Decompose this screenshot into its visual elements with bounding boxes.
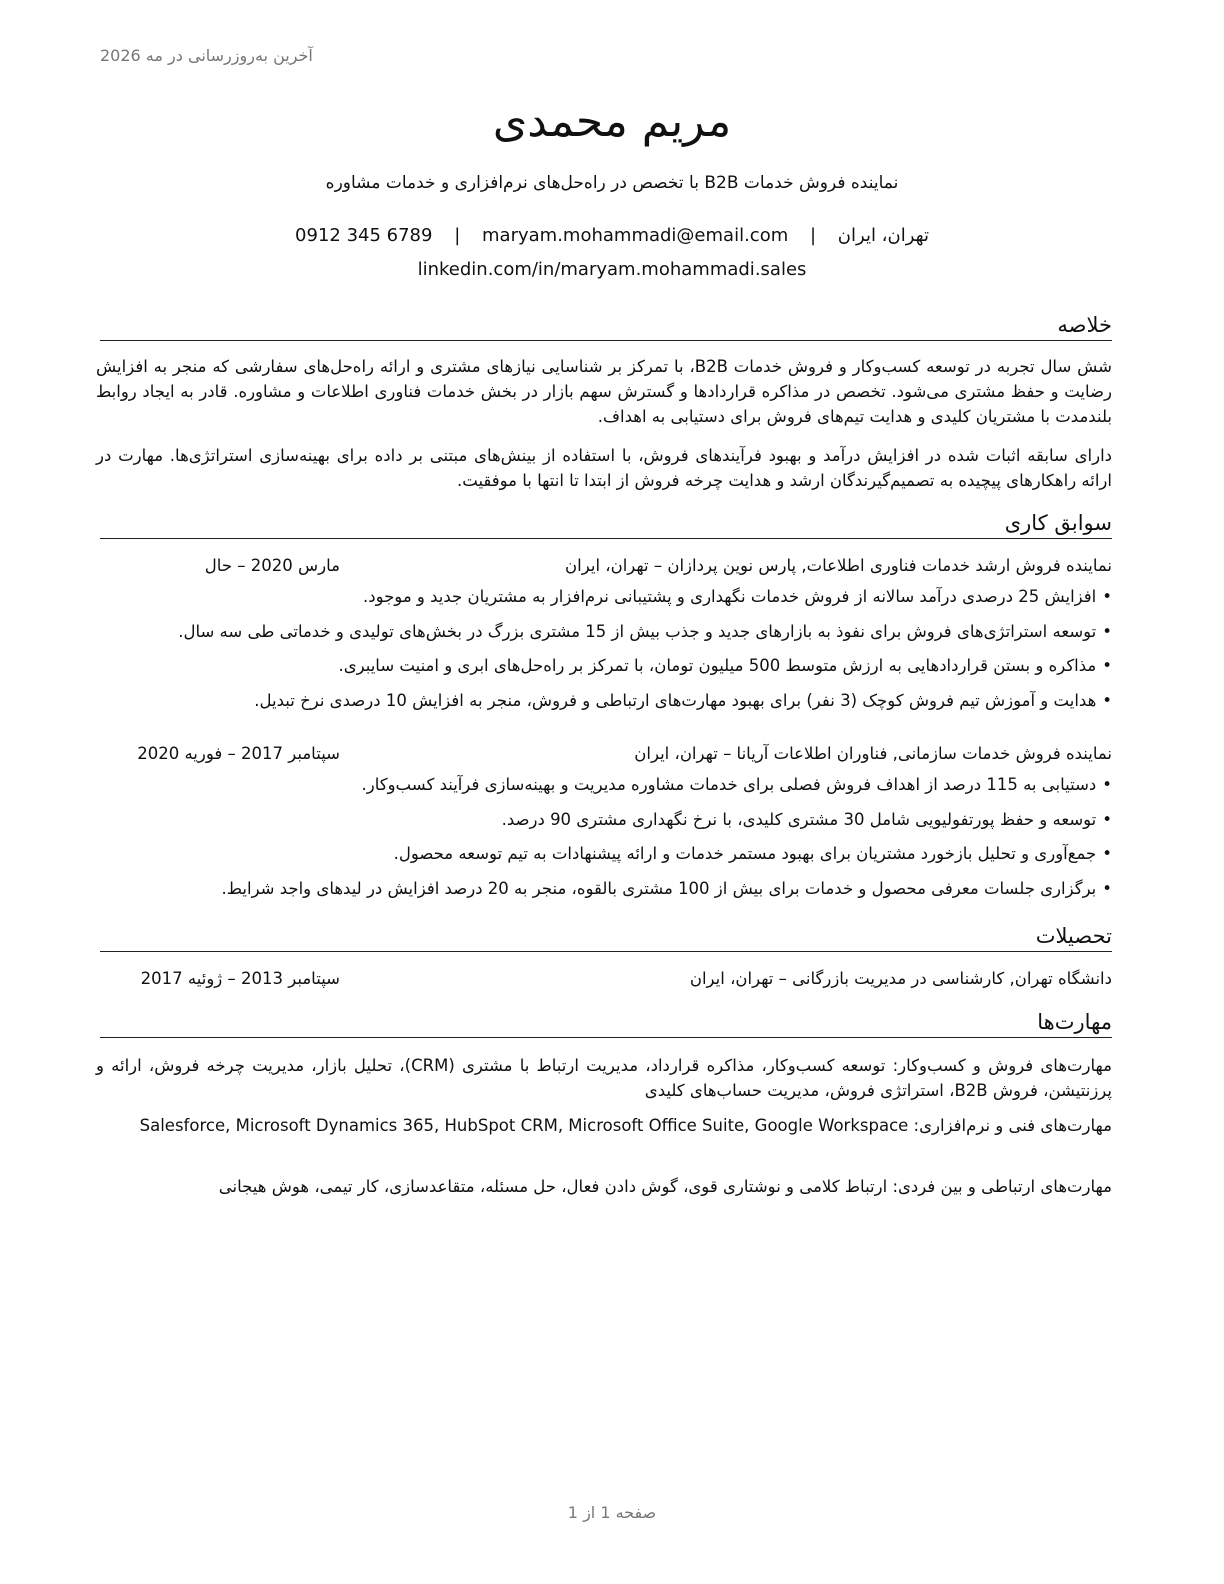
contact-location: تهران، ایران bbox=[837, 225, 929, 246]
contact-line bbox=[0, 223, 1224, 249]
contact-phone: 0912 345 6789 bbox=[295, 225, 433, 246]
contact-separator: | bbox=[454, 225, 461, 246]
job-bullet: • دستیابی به 115 درصد از اهداف فروش فصلی برای خدمات مشاوره مدیریت و بهینه‌سازی فرآیند کسب‌وکار. bbox=[90, 773, 1112, 808]
job-header-2 bbox=[100, 742, 1112, 766]
job-bullet: • مذاکره و بستن قراردادهایی به ارزش متوسط 500 میلیون تومان، با تمرکز بر راه‌حل‌های ابری و امنیت سایبری. bbox=[90, 654, 1112, 689]
linkedin-link[interactable]: linkedin.com/in/maryam.mohammadi.sales bbox=[417, 259, 807, 280]
candidate-tagline: نماینده فروش خدمات B2B با تخصص در راه‌حل‌های نرم‌افزاری و خدمات مشاوره bbox=[325, 173, 899, 193]
job-header-1 bbox=[100, 554, 1112, 578]
section-title-skills: مهارت‌ها bbox=[100, 1008, 1112, 1038]
job-bullets-2 bbox=[90, 773, 1112, 911]
candidate-name: مریم محمدی bbox=[492, 96, 732, 147]
last-updated-note: آخرین به‌روزرسانی در مه 2026 bbox=[100, 46, 313, 65]
contact-email[interactable]: maryam.mohammadi@email.com bbox=[482, 225, 789, 246]
job-bullet: • جمع‌آوری و تحلیل بازخورد مشتریان برای بهبود مستمر خدمات و ارائه پیشنهادات به تیم توسعه محصول. bbox=[90, 842, 1112, 877]
summary-paragraph-1: شش سال تجربه در توسعه کسب‌وکار و فروش خدمات B2B، با تمرکز بر شناسایی نیازهای مشتری و ارائه راه‌حل‌های سفارشی که منجر به افزایش رضایت و حفظ مشتری می‌شود. تخصص در مذاکره قراردادها و گسترش سهم بازار در بخش خدمات فناوری اطلاعات و مشاوره. قادر به ایجاد روابط بلندمدت با مشتریان کلیدی و هدایت تیم‌های فروش برای دستیابی به اهداف. bbox=[96, 357, 1112, 426]
job-bullet: • هدایت و آموزش تیم فروش کوچک (3 نفر) برای بهبود مهارت‌های ارتباطی و فروش، منجر به افزایش 10 درصدی نرخ تبدیل. bbox=[90, 689, 1112, 724]
education-degree: دانشگاه تهران, کارشناسی در مدیریت بازرگانی – تهران، ایران bbox=[689, 969, 1112, 988]
job-dates: مارس 2020 – حال bbox=[204, 556, 340, 575]
skills-technical: مهارت‌های فنی و نرم‌افزاری: Salesforce, Microsoft Dynamics 365, HubSpot CRM, Microsoft Office Suite, Google Workspace bbox=[139, 1116, 1112, 1135]
education-entry bbox=[100, 967, 1112, 991]
job-bullet: • برگزاری جلسات معرفی محصول و خدمات برای بیش از 100 مشتری بالقوه، منجر به 20 درصد افزایش در لیدهای واجد شرایط. bbox=[90, 877, 1112, 912]
section-title-experience: سوابق کاری bbox=[100, 509, 1112, 539]
job-bullet: • افزایش 25 درصدی درآمد سالانه از فروش خدمات نگهداری و پشتیبانی نرم‌افزار به مشتریان جدید و موجود. bbox=[90, 585, 1112, 620]
page-number: صفحه 1 از 1 bbox=[567, 1503, 657, 1522]
section-title-education: تحصیلات bbox=[100, 922, 1112, 952]
job-dates: سپتامبر 2017 – فوریه 2020 bbox=[137, 744, 340, 763]
skills-interpersonal: مهارت‌های ارتباطی و بین فردی: ارتباط کلامی و نوشتاری قوی، گوش دادن فعال، حل مسئله، متقاعدسازی، کار تیمی، هوش هیجانی bbox=[218, 1177, 1112, 1196]
contact-separator: | bbox=[809, 225, 817, 246]
job-role: نماینده فروش خدمات سازمانی, فناوران اطلاعات آریانا – تهران، ایران bbox=[634, 744, 1112, 763]
job-bullet: • توسعه و حفظ پورتفولیویی شامل 30 مشتری کلیدی، با نرخ نگهداری مشتری 90 درصد. bbox=[90, 808, 1112, 843]
summary-paragraph-2: دارای سابقه اثبات شده در افزایش درآمد و بهبود فرآیندهای فروش، با استفاده از بینش‌های مبتنی بر داده برای بهینه‌سازی استراتژی‌ها. مهارت در ارائه راهکارهای پیچیده به تصمیم‌گیرندگان ارشد و هدایت چرخه فروش از ابتدا تا انتها با موفقیت. bbox=[96, 446, 1112, 490]
skills-sales: مهارت‌های فروش و کسب‌وکار: توسعه کسب‌وکار، مذاکره قرارداد، مدیریت ارتباط با مشتری (CRM)، تحلیل بازار، مدیریت چرخه فروش، ارائه و پرزنتیشن، فروش B2B، استراتژی فروش، مدیریت حساب‌های کلیدی bbox=[96, 1056, 1112, 1100]
job-role: نماینده فروش ارشد خدمات فناوری اطلاعات, پارس نوین پردازان – تهران، ایران bbox=[565, 556, 1112, 575]
job-bullet: • توسعه استراتژی‌های فروش برای نفوذ به بازارهای جدید و جذب بیش از 15 مشتری بزرگ در بخش‌های تولیدی و خدماتی طی سه سال. bbox=[90, 620, 1112, 655]
education-dates: سپتامبر 2013 – ژوئیه 2017 bbox=[140, 969, 340, 988]
job-bullets-1 bbox=[90, 585, 1112, 723]
section-title-summary: خلاصه bbox=[100, 311, 1112, 341]
